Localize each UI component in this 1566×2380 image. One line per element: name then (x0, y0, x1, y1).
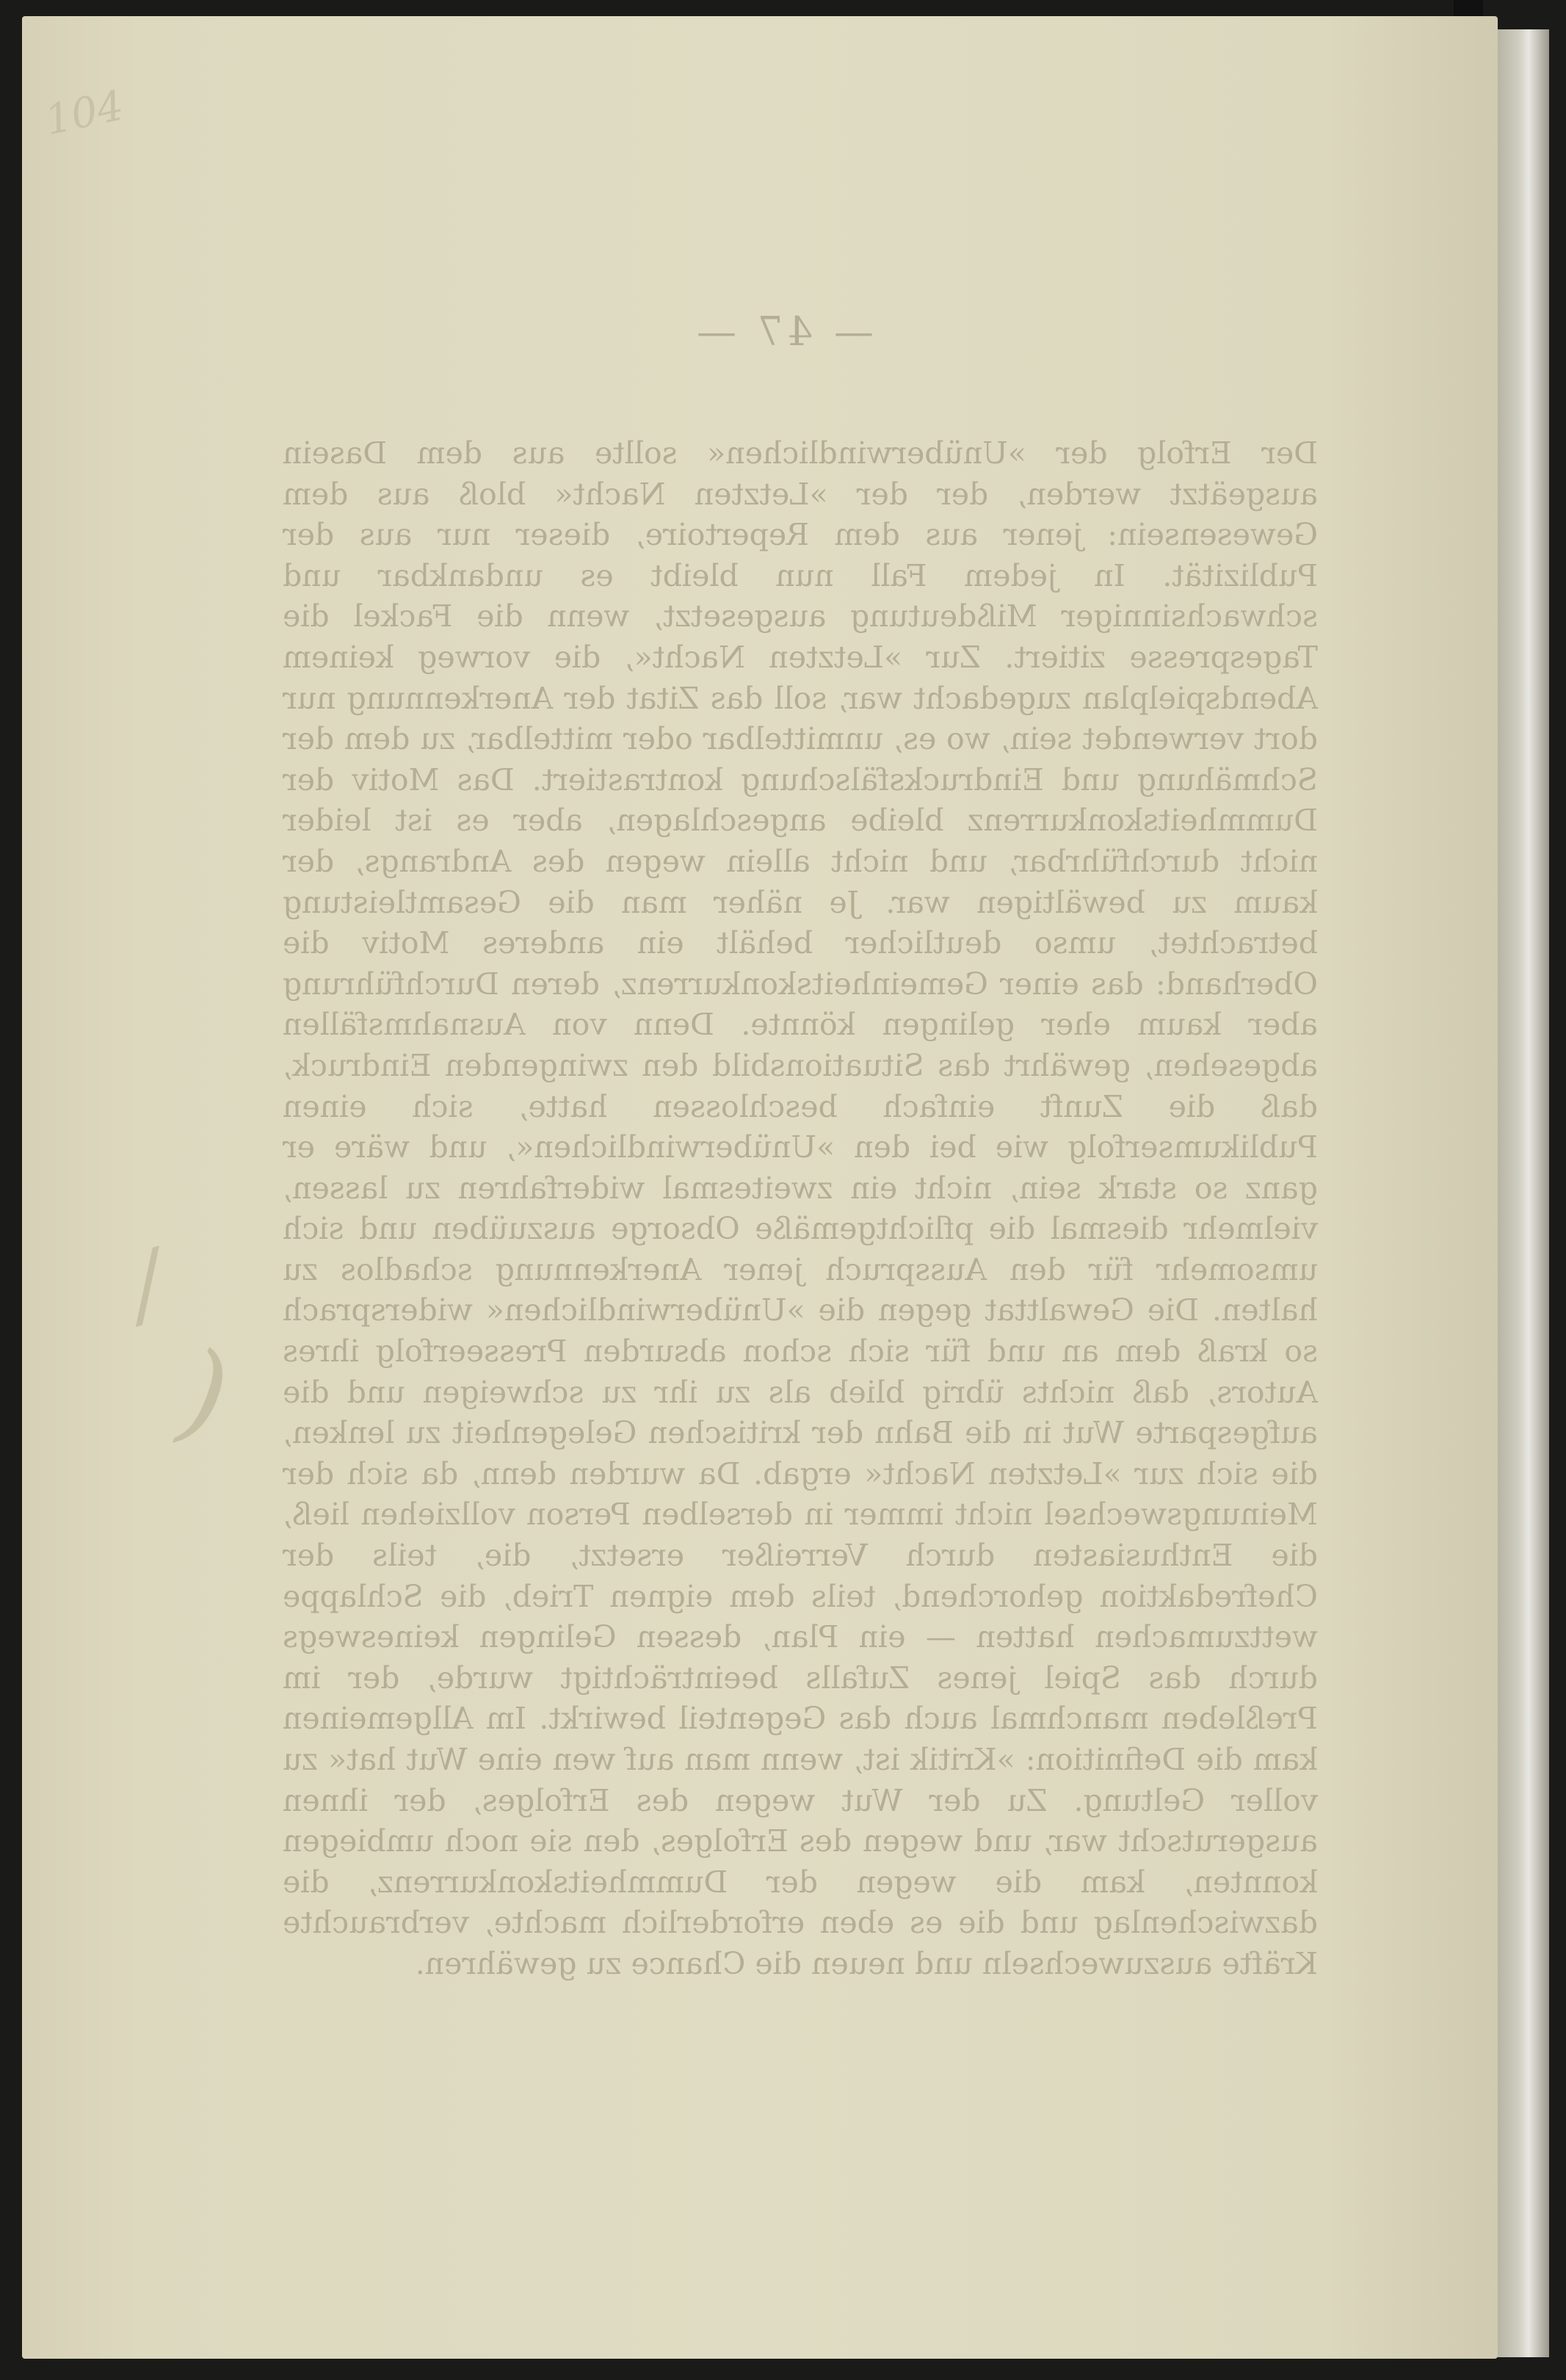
handwritten-folio-number: 104 (40, 82, 128, 145)
page-number-header: — 47 — (692, 308, 874, 355)
page-fore-edge (1498, 29, 1549, 2357)
pencil-margin-mark: ) (173, 1326, 238, 1460)
show-through-text-block (283, 433, 1318, 1985)
show-through-paragraph: Der Erfolg der »Unüberwindlichen« sollte aus dem Dasein ausgeätzt werden, der der »Letzten Nacht« bloß aus dem Gewesensein: jener aus dem Repertoire, dieser nur aus der Publizität. In jedem Fall nun bleibt es undankbar und schwachsinniger Mißdeutung ausgesetzt, wenn die Fackel die Tagespresse zitiert. Zur »Letzten Nacht«, die vorweg keinem Abendspielplan zugedacht war, soll das Zitat der Anerkennung nur dort verwendet sein, wo es, unmittelbar oder mittelbar, zu dem der Schmähung und Eindrucksfälschung kontrastiert. Das Motiv der Dummheitskonkurrenz bleibe angeschlagen, aber es ist leider nicht durchführbar, und nicht allein wegen des Andrangs, der kaum zu bewältigen war. Je näher man die Gesamtleistung betrachtet, umso deutlicher behält ein anderes Motiv die Oberhand: das einer Gemeinheitskonkurrenz, deren Durchführung aber kaum eher gelingen könnte. Denn von Ausnahmsfällen abgesehen, gewährt das Situationsbild den zwingenden Eindruck, daß die Zunft einfach beschlossen hatte, sich einen Publikumserfolg wie bei den »Unüberwindlichen«, und wäre er ganz so stark sein, nicht ein zweitesmal widerfahren zu lassen, vielmehr diesmal die pflichtgemäße Obsorge auszuüben und sich umsomehr für den Ausspruch jener Anerkennung schadlos zu halten. Die Gewalttat gegen die »Unüberwindlichen« widersprach so kraß dem an und für sich schon absurden Presseerfolg ihres Autors, daß nichts übrig blieb als zu ihr zu schweigen und die aufgesparte Wut in die Bahn der kritischen Gelegenheit zu lenken, die sich zur »Letzten Nacht« ergab. Da wurden denn, da sich der Meinungswechsel nicht immer in derselben Person vollziehen ließ, die Enthusiasten durch Verreißer ersetzt, die, teils der Chefredaktion gehorchend, teils dem eignen Trieb, die Schlappe wettzumachen hatten — ein Plan, dessen Gelingen keineswegs durch das Spiel jenes Zufalls beeinträchtigt wurde, der im Preßleben manchmal auch das Gegenteil bewirkt. Im Allgemeinen kam die Definition: »Kritik ist, wenn man auf wen eine Wut hat« zu voller Geltung. Zu der Wut wegen des Erfolges, der ihnen ausgerutscht war, und wegen des Erfolges, den sie noch umbiegen konnten, kam die wegen der Dummheitskonkurrenz, die dazwischenlag und die es eben erforderlich machte, verbrauchte Kräfte auszuwechseln und neuen die Chance zu gewähren. (283, 435, 1318, 1981)
pencil-margin-mark: / (119, 1231, 175, 1338)
